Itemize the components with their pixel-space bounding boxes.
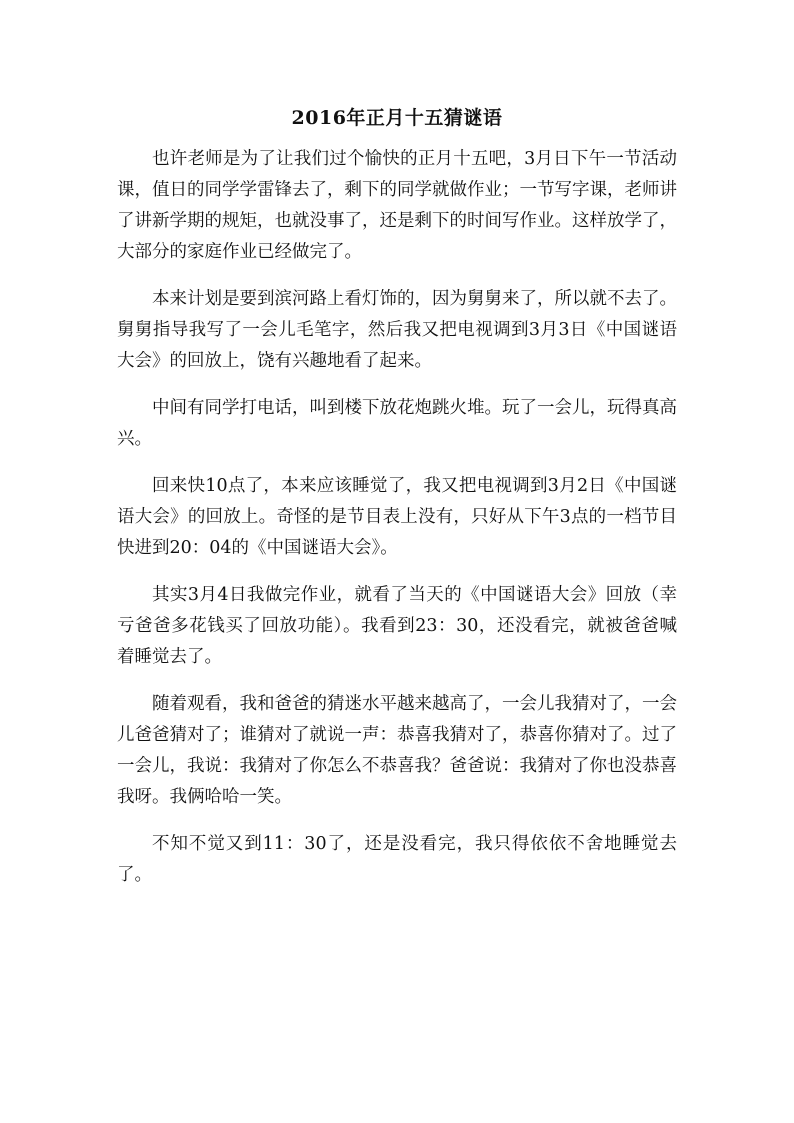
document-title: 2016年正月十五猜谜语 (291, 107, 503, 129)
paragraph-4: 回来快10点了，本来应该睡觉了，我又把电视调到3月2日《中国谜语大会》的回放上。奇怪的是节目表上没有，只好从下午3点的一档节目快进到20：04的《中国谜语大会》。 (117, 476, 677, 558)
paragraph-7: 不知不觉又到11：30了，还是没看完，我只得依依不舍地睡觉去了。 (117, 834, 677, 885)
paragraph-5: 其实3月4日我做完作业，就看了当天的《中国谜语大会》回放（幸亏爸爸多花钱买了回放功能）。我看到23：30，还没看完，就被爸爸喊着睡觉去了。 (117, 585, 677, 667)
document-body (117, 144, 677, 907)
paragraph-2: 本来计划是要到滨河路上看灯饰的，因为舅舅来了，所以就不去了。舅舅指导我写了一会儿毛笔字，然后我又把电视调到3月3日《中国谜语大会》的回放上，饶有兴趣地看了起来。 (117, 289, 677, 371)
paragraph-3: 中间有同学打电话，叫到楼下放花炮跳火堆。玩了一会儿，玩得真高兴。 (117, 398, 677, 449)
paragraph-1: 也许老师是为了让我们过个愉快的正月十五吧，3月日下午一节活动课，值日的同学学雷锋去了，剩下的同学就做作业；一节写字课，老师讲了讲新学期的规矩，也就没事了，还是剩下的时间写作业。这样放学了，大部分的家庭作业已经做完了。 (117, 149, 677, 262)
paragraph-6: 随着观看，我和爸爸的猜迷水平越来越高了，一会儿我猜对了，一会儿爸爸猜对了；谁猜对了就说一声：恭喜我猜对了，恭喜你猜对了。过了一会儿，我说：我猜对了你怎么不恭喜我？爸爸说：我猜对了你也没恭喜我呀。我俩哈哈一笑。 (117, 694, 677, 807)
